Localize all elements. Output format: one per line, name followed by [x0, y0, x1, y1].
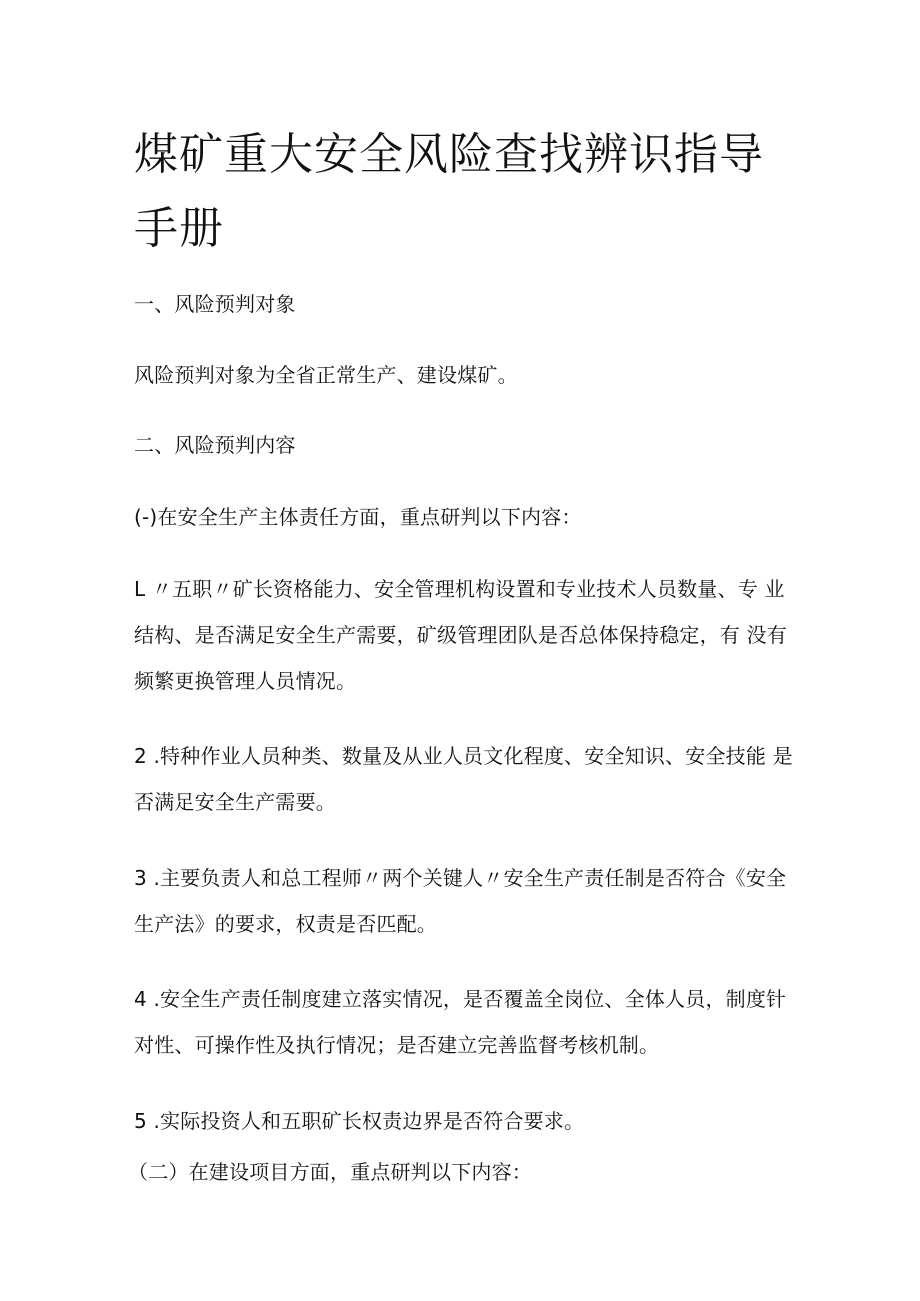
list-item-5: 5 .实际投资人和五职矿长权责边界是否符合要求。	[134, 1109, 585, 1133]
subsection-heading-1: (-)在安全生产主体责任方面，重点研判以下内容：	[134, 505, 582, 529]
list-item-3: 3 .主要负责人和总工程师〃两个关键人〃安全生产责任制是否符合《安全生产法》的要求，权责是否匹配。	[134, 866, 787, 936]
paragraph-risk-object: 风险预判对象为全省正常生产、建设煤矿。	[134, 363, 518, 387]
list-item-1: L 〃五职〃矿长资格能力、安全管理机构设置和专业技术人员数量、专 业结构、是否满足安全生产需要，矿级管理团队是否总体保持稳定，有 没有频繁更换管理人员情况。	[134, 577, 787, 693]
list-item-4: 4 .安全生产责任制度建立落实情况，是否覆盖全岗位、全体人员，制度针对性、可操作性及执行情况；是否建立完善监督考核机制。	[134, 987, 787, 1057]
subsection-heading-2: （二）在建设项目方面，重点研判以下内容：	[128, 1160, 532, 1184]
section-heading-1: 一、风险预判对象	[134, 292, 296, 316]
document-title: 煤矿重大安全风险查找辨识指导手册	[134, 129, 764, 254]
section-heading-2: 二、风险预判内容	[134, 433, 296, 457]
list-item-2: 2 .特种作业人员种类、数量及从业人员文化程度、安全知识、安全技能 是否满足安全生产需要。	[134, 744, 793, 814]
